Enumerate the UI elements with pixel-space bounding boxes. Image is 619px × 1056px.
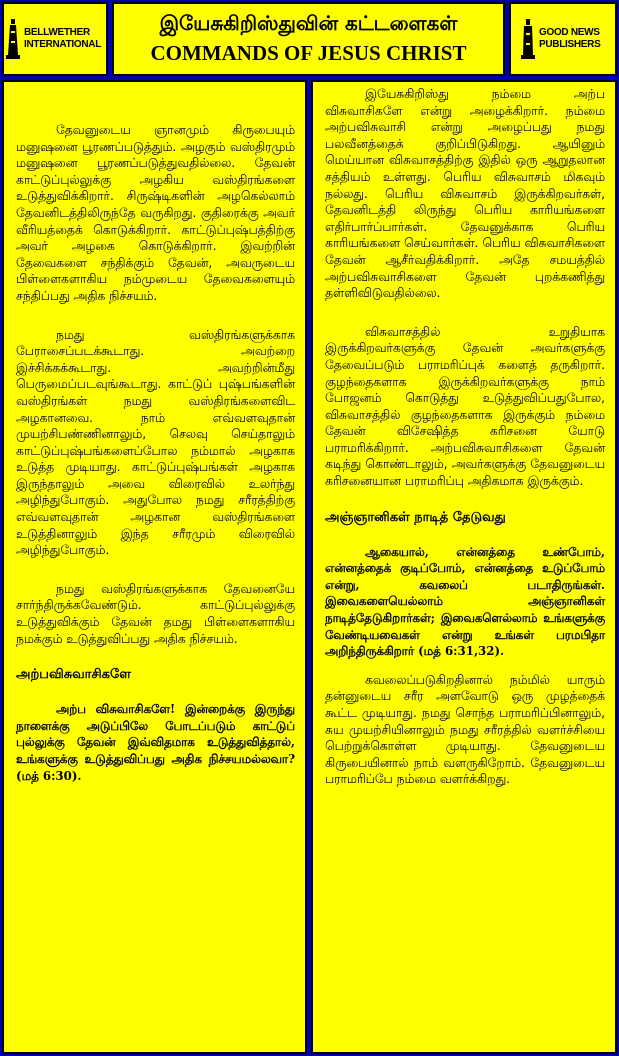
left-paragraph-3: நமது வஸ்திரங்களுக்காக தேவனையே சார்ந்திருக்கவேண்டும். காட்டுப்புல்லுக்கு உடுத்துவிக்கும் தேவன் தமது பிள்ளைகளாகிய நமக்கும் உடுத்துவிப்பது அதிக நிச்சயம். [16,581,295,646]
goodnews-logo-box [509,2,617,76]
page-title-tamil: இயேசுகிறிஸ்துவின் கட்டளைகள் [159,11,458,35]
right-paragraph-3: கவலைப்படுகிறதினால் நம்மில் யாரும் தன்னுடைய சரீர அளவோடு ஒரு முழத்தைக் கூட்ட முடியாது. நமது சொந்த பராமரிப்பினாலும், சுய முயற்சியினாலும் நமது சரீரத்தில் வளர்ச்சியை பெற்றுக்கொள்ள முடியாது. தேவனுடைய கிருபையினால் நாம் வளருகிறோம். தேவனுடைய பராமரிப்பே நம்மை வளர்க்கிறது. [325,672,605,787]
page-title-english: COMMANDS OF JESUS CHRIST [150,41,467,65]
left-paragraph-2: நமது வஸ்திரங்களுக்காக பேராசைப்படக்கூடாது. அவற்றை இச்சிக்கக்கூடாது. அவற்றின்மீது பெருமைப்படவுங்கூடாது. காட்டுப் புஷ்பங்களின் வஸ்திரங்கள் நமது வஸ்திரங்களைவிட அழகானவை. நாம் எவ்வளவுதான் முயற்சிபண்ணினாலும், செலவு செய்தாலும் காட்டுப்புஷ்பங்களைப்போல நம்மால் அழகாக உடுத்த முடியாது. காட்டுப்புஷ்பங்கள் அழகாக இருந்தாலும் அவை விரைவில் உலர்ந்து அழிந்துபோகும். அதுபோல நமது சரீரத்திற்கு எவ்வளவுதான் அழகான வஸ்திரங்களை உடுத்தினாலும் இந்த சரீரமும் விரைவில் அழிந்துபோகும். [16,327,295,558]
left-section-heading: அற்பவிசுவாசிகளே [16,667,131,683]
lighthouse-icon [6,19,20,59]
bellwether-logo-text: BELLWETHER INTERNATIONAL [24,27,102,50]
right-paragraph-2: விசுவாசத்தில் உறுதியாக இருக்கிறவர்களுக்கு தேவன் அவர்களுக்கு தேவைப்படும் பராமரிப்புக் களைத் தருகிறார். குழந்தைகளாக இருக்கிறவர்களுக்கு நாம் போஜனம் கொடுத்து உடுத்துவிப்பதுபோல, விசுவாசத்தில் குழந்தைகளாக இருக்கும் நம்மை தேவன் விசேஷித்த கரிசனை யோடு பராமரிக்கிறார். அற்பவிசுவாசிகளை தேவன் கடிந்து கொண்டாலும், அவர்களுக்கு தேவனுடைய கரிசனையான பராமரிப்பு அதிகமாக இருக்கும். [325,324,605,489]
right-paragraph-1: இயேசுகிறிஸ்து நம்மை அற்ப விசுவாசிகளே என்று அழைக்கிறார். நம்மை அற்பவிசுவாசி என்று அழைப்பது நமது பலவீனத்தைக் குறிப்பிடுகிறது. ஆயினும் மெய்யான விசுவாசத்திற்கு இதில் ஒரு ஆறுதலான சத்தியம் உள்ளது. பெரிய விசுவாசம் மிகவும் நல்லது. பெரிய விசுவாசம் இருக்கிறவர்கள், தேவனிடத்தி லிருந்து பெரிய காரியங்களை எதிர்பார்ப்பார்கள். தேவனுக்காக பெரிய காரியங்களை செய்வார்கள். பெரிய விசுவாசிகளை தேவன் ஆசீர்வதிக்கிறார். அதே சமயத்தில் அற்பவிசுவாசிகளை தேவன் புறக்கணித்து தள்ளிவிடுவதில்லை. [325,87,605,301]
bellwether-logo-box [2,2,108,76]
right-section-heading: அஞ்ஞானிகள் நாடித் தேடுவது [325,509,506,525]
right-verse-quote: ஆகையால், என்னத்தை உண்போம், என்னத்தைக் குடிப்போம், என்னத்தை உடுப்போம் என்று, கவலைப் படாதிருங்கள். இவைகளையெல்லாம் அஞ்ஞானிகள் நாடித்தேடுகிறார்கள்; இவைகளெல்லாம் உங்களுக்கு வேண்டியவைகள் என்று உங்கள் பரமபிதா அறிந்திருக்கிறார் (மத் 6:31,32). [325,544,605,659]
title-box [112,2,505,76]
left-paragraph-1: தேவனுடைய ஞானமும் கிருபையும் மனுஷனை பூரணப்படுத்தும். அழகும் வஸ்திரமும் மனுஷனை பூரணப்படுத்துவதில்லை. தேவன் காட்டுப்புல்லுக்கு அழகிய வஸ்திரங்களை உடுத்துவிக்கிறார். சிருஷ்டிகளின் அழகெல்லாம் தேவனிடத்திலிருந்தே வருகிறது. குதிரைக்கு அவர் வீரியத்தைக் கொடுக்கிறார். காட்டுப்புஷ்பத்திற்கு அவர் அழகை கொடுக்கிறார். இவற்றின் தேவைகளை சந்திக்கும் தேவன், அவருடைய பிள்ளைகளாகிய நம்முடைய தேவைகளையும் சந்திப்பது அதிக நிச்சயம். [16,123,295,303]
right-column [311,80,617,1054]
goodnews-logo-text: GOOD NEWS PUBLISHERS [539,27,601,50]
left-verse-quote: அற்ப விசுவாசிகளே! இன்றைக்கு இருந்து நாளைக்கு அடுப்பிலே போடப்படும் காட்டுப் புல்லுக்கு தேவன் இவ்விதமாக உடுத்துவித்தால், உங்களுக்கு உடுத்துவிப்பது அதிக நிச்சயமல்லவா? (மத் 6:30). [16,702,295,783]
left-column [2,80,307,1054]
tower-icon [521,19,535,59]
